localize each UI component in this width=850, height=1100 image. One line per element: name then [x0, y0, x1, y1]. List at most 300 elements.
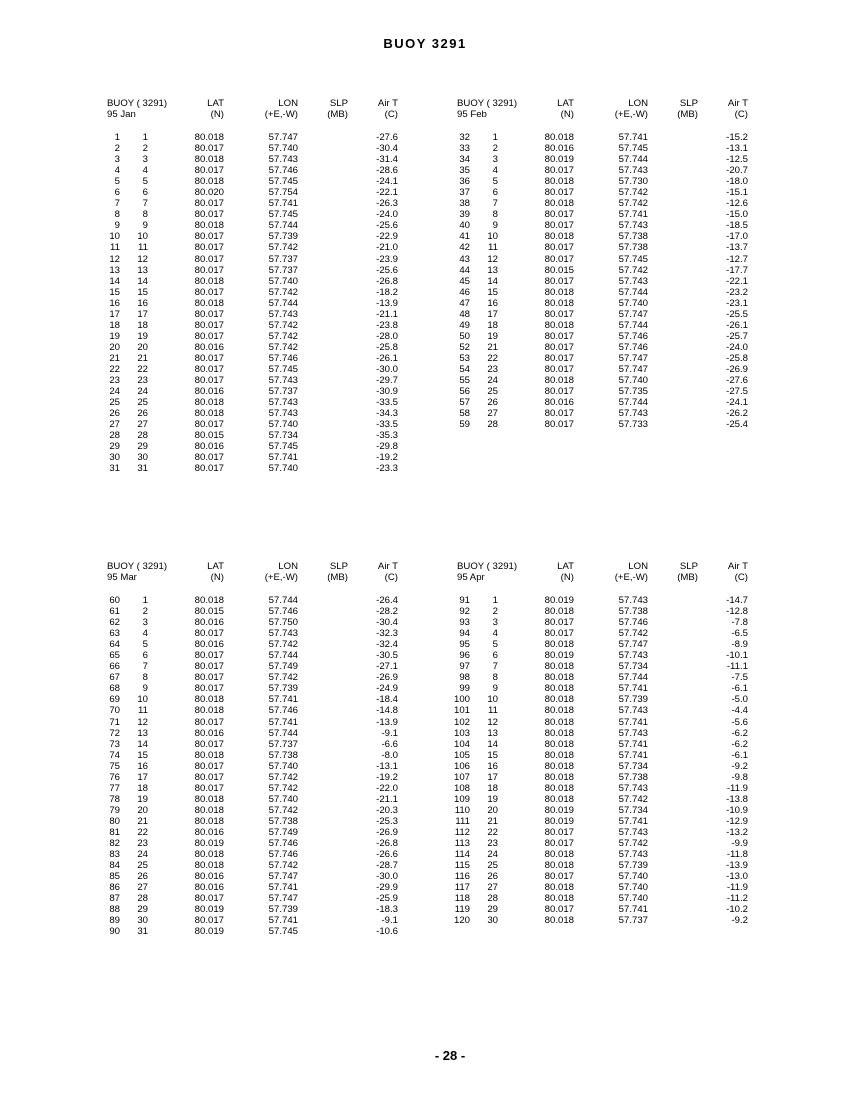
table-row — [100, 871, 460, 882]
day-of-month: 25 — [487, 860, 498, 872]
lat-value: 80.017 — [544, 253, 574, 265]
lon-value: 57.735 — [618, 386, 648, 398]
page-title: BUOY 3291 — [383, 36, 467, 51]
table-row — [100, 430, 460, 441]
air-temp-header: Air T — [727, 561, 748, 572]
air-temp-value: -22.1 — [376, 187, 398, 199]
air-temp-value: -17.7 — [726, 264, 748, 276]
record-number: 25 — [109, 397, 120, 409]
record-number: 45 — [459, 275, 470, 287]
record-number: 39 — [459, 209, 470, 221]
air-temp-value: -19.2 — [376, 771, 398, 783]
lon-value: 57.740 — [618, 297, 648, 309]
table-row — [450, 220, 810, 231]
record-number: 119 — [454, 904, 470, 916]
air-temp-value: -27.6 — [376, 132, 398, 143]
day-of-month: 20 — [487, 804, 498, 816]
buoy-header: BUOY ( 3291) — [457, 98, 518, 109]
day-of-month: 19 — [487, 330, 498, 342]
day-of-month: 5 — [142, 176, 148, 188]
lat-value: 80.018 — [544, 716, 574, 728]
table-jan — [100, 98, 460, 474]
table-row — [100, 331, 460, 342]
buoy-header: BUOY ( 3291) — [107, 98, 168, 109]
lat-value: 80.018 — [194, 815, 224, 827]
day-of-month: 27 — [137, 419, 148, 431]
lat-value: 80.018 — [544, 661, 574, 673]
record-number: 26 — [109, 408, 120, 420]
lat-value: 80.018 — [194, 860, 224, 872]
record-number: 54 — [459, 363, 470, 375]
lon-unit: (+E,-W) — [614, 572, 648, 583]
lat-value: 80.016 — [194, 639, 224, 651]
air-temp-unit: (C) — [384, 572, 398, 583]
table-row — [100, 198, 460, 209]
lon-value: 57.747 — [618, 352, 648, 364]
table-row — [100, 849, 460, 860]
air-temp-value: -25.6 — [376, 264, 398, 276]
record-number: 106 — [453, 760, 470, 772]
record-number: 20 — [109, 341, 120, 353]
record-number: 6 — [114, 187, 120, 199]
day-of-month: 4 — [492, 628, 498, 640]
record-number: 83 — [109, 849, 120, 861]
air-temp-value: -6.2 — [731, 727, 748, 739]
air-temp-value: -19.2 — [376, 452, 398, 464]
lon-value: 57.743 — [618, 220, 648, 232]
table-row — [100, 441, 460, 452]
day-of-month: 10 — [487, 694, 498, 706]
air-temp-value: -4.4 — [731, 705, 748, 717]
lon-value: 57.737 — [268, 386, 298, 398]
record-number: 68 — [109, 683, 120, 695]
table-apr — [450, 561, 810, 926]
air-temp-value: -18.4 — [376, 694, 398, 706]
lon-value: 57.745 — [268, 176, 298, 188]
lat-value: 80.017 — [194, 375, 224, 387]
table-row — [100, 298, 460, 309]
record-number: 18 — [109, 319, 120, 331]
air-temp-value: -30.4 — [376, 143, 398, 155]
air-temp-value: -23.2 — [726, 286, 748, 298]
day-of-month: 11 — [488, 705, 498, 717]
lat-value: 80.016 — [194, 826, 224, 838]
lon-value: 57.742 — [268, 672, 298, 684]
buoy-header: BUOY ( 3291) — [457, 561, 518, 572]
lon-value: 57.741 — [268, 198, 298, 210]
day-of-month: 29 — [137, 904, 148, 916]
air-temp-value: -6.1 — [731, 683, 748, 695]
day-of-month: 16 — [487, 760, 498, 772]
table-row — [100, 287, 460, 298]
air-temp-value: -27.1 — [376, 661, 398, 673]
table-row — [100, 772, 460, 783]
lon-value: 57.733 — [618, 419, 648, 431]
lat-value: 80.018 — [544, 727, 574, 739]
air-temp-value: -29.9 — [376, 882, 398, 894]
air-temp-value: -21.1 — [376, 308, 398, 320]
day-of-month: 4 — [142, 165, 148, 177]
record-number: 73 — [109, 738, 120, 750]
lon-unit: (+E,-W) — [614, 109, 648, 120]
table-row — [450, 893, 810, 904]
table-row — [100, 220, 460, 231]
air-temp-value: -8.9 — [731, 639, 748, 651]
lon-value: 57.744 — [618, 319, 648, 331]
record-number: 89 — [109, 915, 120, 927]
record-number: 82 — [109, 838, 120, 850]
table-row — [450, 397, 810, 408]
air-temp-value: -34.3 — [376, 408, 398, 420]
table-row — [450, 838, 810, 849]
lat-value: 80.017 — [544, 341, 574, 353]
day-of-month: 17 — [487, 308, 498, 320]
table-row — [450, 375, 810, 386]
record-number: 56 — [459, 386, 470, 398]
air-temp-value: -25.6 — [376, 220, 398, 232]
record-number: 91 — [459, 595, 470, 606]
day-of-month: 8 — [492, 209, 498, 221]
record-number: 71 — [109, 716, 120, 728]
air-temp-value: -14.8 — [376, 705, 398, 717]
day-of-month: 24 — [137, 386, 148, 398]
lat-value: 80.018 — [544, 375, 574, 387]
table-row — [450, 672, 810, 683]
record-number: 61 — [109, 606, 120, 618]
day-of-month: 16 — [137, 760, 148, 772]
lat-value: 80.017 — [544, 352, 574, 364]
day-of-month: 3 — [142, 154, 148, 166]
record-number: 115 — [454, 860, 470, 872]
lat-value: 80.017 — [194, 782, 224, 794]
lat-value: 80.019 — [194, 838, 224, 850]
table-row — [100, 397, 460, 408]
table-row — [100, 661, 460, 672]
day-of-month: 28 — [487, 419, 498, 431]
lat-value: 80.018 — [544, 286, 574, 298]
table-row — [450, 849, 810, 860]
lon-value: 57.745 — [268, 209, 298, 221]
lon-value: 57.741 — [618, 716, 648, 728]
table-row — [450, 154, 810, 165]
lat-value: 80.017 — [194, 760, 224, 772]
period-label: 95 Feb — [457, 109, 487, 120]
lat-value: 80.017 — [544, 242, 574, 254]
table-row — [450, 794, 810, 805]
lat-value: 80.017 — [194, 893, 224, 905]
record-number: 36 — [459, 176, 470, 188]
day-of-month: 3 — [492, 154, 498, 166]
air-temp-header: Air T — [377, 561, 398, 572]
lat-value: 80.016 — [194, 871, 224, 883]
day-of-month: 28 — [137, 893, 148, 905]
air-temp-value: -6.6 — [381, 738, 398, 750]
air-temp-value: -27.6 — [726, 375, 748, 387]
period-label: 95 Apr — [457, 572, 485, 583]
day-of-month: 14 — [137, 275, 148, 287]
table-row — [100, 187, 460, 198]
lon-value: 57.743 — [618, 650, 648, 662]
day-of-month: 7 — [142, 661, 148, 673]
day-of-month: 2 — [142, 606, 148, 618]
day-of-month: 6 — [142, 187, 148, 199]
table-row — [100, 860, 460, 871]
table-header — [100, 98, 460, 122]
table-row — [100, 761, 460, 772]
record-number: 32 — [459, 132, 470, 143]
lat-value: 80.018 — [194, 297, 224, 309]
record-number: 81 — [109, 826, 120, 838]
air-temp-value: -13.9 — [376, 297, 398, 309]
lat-value: 80.017 — [194, 231, 224, 243]
lon-value: 57.743 — [268, 375, 298, 387]
record-number: 19 — [109, 330, 120, 342]
lon-unit: (+E,-W) — [264, 572, 298, 583]
air-temp-value: -18.5 — [726, 220, 748, 232]
air-temp-value: -31.4 — [376, 154, 398, 166]
lat-value: 80.019 — [544, 815, 574, 827]
lon-value: 57.741 — [618, 815, 648, 827]
lat-value: 80.017 — [194, 661, 224, 673]
lon-value: 57.741 — [268, 694, 298, 706]
lon-value: 57.741 — [618, 749, 648, 761]
lat-value: 80.017 — [194, 650, 224, 662]
lat-value: 80.017 — [544, 308, 574, 320]
lon-value: 57.742 — [268, 782, 298, 794]
day-of-month: 12 — [487, 716, 498, 728]
record-number: 109 — [453, 793, 470, 805]
lat-value: 80.019 — [544, 650, 574, 662]
table-row — [450, 750, 810, 761]
day-of-month: 16 — [487, 297, 498, 309]
record-number: 62 — [109, 617, 120, 629]
record-number: 1 — [114, 132, 120, 143]
lon-value: 57.740 — [618, 893, 648, 905]
table-row — [100, 165, 460, 176]
table-row — [100, 209, 460, 220]
lat-value: 80.017 — [194, 463, 224, 475]
air-temp-value: -25.8 — [726, 352, 748, 364]
day-of-month: 27 — [487, 408, 498, 420]
record-number: 57 — [459, 397, 470, 409]
lon-value: 57.743 — [618, 275, 648, 287]
table-row — [100, 320, 460, 331]
record-number: 27 — [109, 419, 120, 431]
day-of-month: 4 — [492, 165, 498, 177]
slp-header: SLP — [329, 561, 348, 572]
slp-unit: (MB) — [327, 572, 348, 583]
slp-header: SLP — [329, 98, 348, 109]
record-number: 28 — [109, 430, 120, 442]
air-temp-value: -29.7 — [376, 375, 398, 387]
air-temp-value: -26.6 — [376, 849, 398, 861]
record-number: 55 — [459, 375, 470, 387]
lat-value: 80.019 — [194, 926, 224, 938]
lat-value: 80.018 — [194, 849, 224, 861]
record-number: 46 — [459, 286, 470, 298]
lat-value: 80.018 — [194, 595, 224, 606]
day-of-month: 5 — [492, 639, 498, 651]
lon-value: 57.737 — [268, 264, 298, 276]
lon-value: 57.741 — [618, 683, 648, 695]
slp-unit: (MB) — [677, 109, 698, 120]
air-temp-value: -23.9 — [376, 253, 398, 265]
lat-unit: (N) — [210, 572, 224, 583]
lon-value: 57.745 — [268, 441, 298, 453]
lat-value: 80.018 — [544, 760, 574, 772]
lon-value: 57.743 — [618, 408, 648, 420]
air-temp-value: -24.1 — [376, 176, 398, 188]
table-row — [450, 816, 810, 827]
air-temp-value: -24.9 — [376, 683, 398, 695]
record-number: 101 — [453, 705, 470, 717]
lat-value: 80.016 — [194, 441, 224, 453]
record-number: 99 — [459, 683, 470, 695]
table-row — [450, 761, 810, 772]
table-row — [100, 915, 460, 926]
table-row — [450, 187, 810, 198]
lat-value: 80.018 — [544, 683, 574, 695]
table-row — [450, 331, 810, 342]
lat-value: 80.017 — [194, 319, 224, 331]
table-row — [100, 176, 460, 187]
lat-header: LAT — [207, 561, 224, 572]
table-row — [450, 132, 810, 143]
air-temp-value: -33.5 — [376, 419, 398, 431]
lon-value: 57.742 — [618, 838, 648, 850]
day-of-month: 16 — [137, 297, 148, 309]
table-feb — [450, 98, 810, 430]
day-of-month: 17 — [137, 308, 148, 320]
lat-value: 80.018 — [544, 849, 574, 861]
lon-value: 57.740 — [268, 793, 298, 805]
lon-unit: (+E,-W) — [264, 109, 298, 120]
day-of-month: 1 — [492, 132, 498, 143]
lat-value: 80.017 — [544, 386, 574, 398]
air-temp-value: -13.1 — [376, 760, 398, 772]
lon-value: 57.746 — [618, 341, 648, 353]
lon-value: 57.749 — [268, 826, 298, 838]
air-temp-value: -28.7 — [376, 860, 398, 872]
lat-value: 80.016 — [194, 882, 224, 894]
table-row — [100, 650, 460, 661]
air-temp-value: -12.6 — [726, 198, 748, 210]
lat-value: 80.020 — [194, 187, 224, 199]
lon-value: 57.740 — [268, 463, 298, 475]
record-number: 8 — [114, 209, 120, 221]
lon-value: 57.741 — [618, 209, 648, 221]
air-temp-value: -30.9 — [376, 386, 398, 398]
lon-value: 57.741 — [618, 904, 648, 916]
lon-value: 57.734 — [618, 804, 648, 816]
air-temp-value: -10.9 — [726, 804, 748, 816]
table-row — [450, 309, 810, 320]
lat-value: 80.018 — [194, 275, 224, 287]
day-of-month: 8 — [142, 209, 148, 221]
record-number: 80 — [109, 815, 120, 827]
day-of-month: 31 — [137, 926, 148, 938]
record-number: 77 — [109, 782, 120, 794]
lat-value: 80.018 — [544, 893, 574, 905]
day-of-month: 13 — [487, 264, 498, 276]
air-temp-value: -33.5 — [376, 397, 398, 409]
lat-value: 80.018 — [544, 771, 574, 783]
record-number: 16 — [109, 297, 120, 309]
record-number: 4 — [114, 165, 120, 177]
lat-value: 80.018 — [194, 154, 224, 166]
lon-value: 57.746 — [268, 705, 298, 717]
page-number: - 28 - — [434, 1048, 466, 1063]
table-row — [100, 231, 460, 242]
day-of-month: 30 — [137, 915, 148, 927]
day-of-month: 2 — [492, 606, 498, 618]
table-row — [100, 595, 460, 606]
air-temp-value: -32.4 — [376, 639, 398, 651]
lat-value: 80.018 — [544, 231, 574, 243]
table-row — [100, 882, 460, 893]
air-temp-value: -18.3 — [376, 904, 398, 916]
record-number: 113 — [454, 838, 470, 850]
lat-header: LAT — [557, 561, 574, 572]
record-number: 48 — [459, 308, 470, 320]
day-of-month: 22 — [487, 352, 498, 364]
lat-value: 80.017 — [544, 220, 574, 232]
lat-value: 80.015 — [194, 606, 224, 618]
lon-value: 57.754 — [268, 187, 298, 199]
record-number: 40 — [459, 220, 470, 232]
lat-value: 80.018 — [194, 220, 224, 232]
record-number: 79 — [109, 804, 120, 816]
record-number: 12 — [109, 253, 120, 265]
lat-value: 80.017 — [544, 838, 574, 850]
lon-value: 57.743 — [618, 727, 648, 739]
record-number: 44 — [459, 264, 470, 276]
day-of-month: 23 — [487, 363, 498, 375]
air-temp-value: -14.7 — [726, 595, 748, 606]
air-temp-value: -29.8 — [376, 441, 398, 453]
record-number: 112 — [454, 826, 470, 838]
air-temp-value: -13.9 — [726, 860, 748, 872]
slp-unit: (MB) — [677, 572, 698, 583]
air-temp-value: -18.0 — [726, 176, 748, 188]
air-temp-value: -25.7 — [726, 330, 748, 342]
lon-value: 57.741 — [618, 738, 648, 750]
lon-value: 57.734 — [268, 430, 298, 442]
lon-value: 57.740 — [618, 882, 648, 894]
record-number: 35 — [459, 165, 470, 177]
lat-value: 80.017 — [194, 242, 224, 254]
record-number: 120 — [453, 915, 470, 927]
day-of-month: 27 — [137, 882, 148, 894]
day-of-month: 24 — [137, 849, 148, 861]
table-header — [450, 561, 810, 585]
lat-value: 80.015 — [194, 430, 224, 442]
table-row — [100, 705, 460, 716]
record-number: 47 — [459, 297, 470, 309]
record-number: 5 — [114, 176, 120, 188]
lon-value: 57.738 — [268, 815, 298, 827]
air-temp-value: -20.7 — [726, 165, 748, 177]
day-of-month: 29 — [137, 441, 148, 453]
lon-value: 57.744 — [618, 286, 648, 298]
day-of-month: 8 — [142, 672, 148, 684]
record-number: 96 — [459, 650, 470, 662]
air-temp-value: -25.5 — [726, 308, 748, 320]
day-of-month: 26 — [487, 397, 498, 409]
day-of-month: 23 — [137, 838, 148, 850]
record-number: 17 — [109, 308, 120, 320]
lon-value: 57.744 — [268, 650, 298, 662]
